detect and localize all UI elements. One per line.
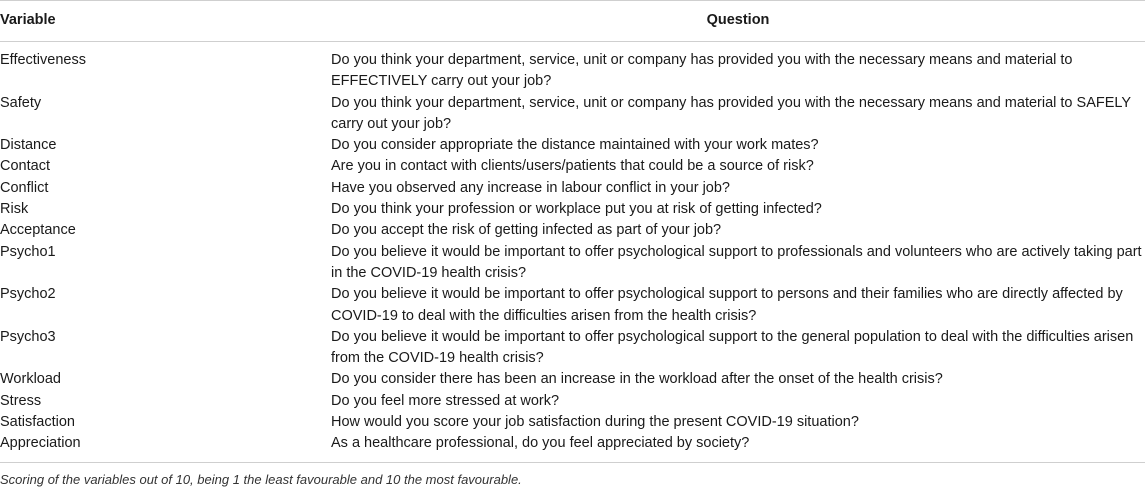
table-footnote: Scoring of the variables out of 10, being 1 the least favourable and 10 the most favourable. [0, 471, 522, 487]
question-cell: Do you think your profession or workplace put you at risk of getting infected? [331, 201, 822, 218]
variable-cell: Distance [0, 137, 57, 154]
question-cell: Do you believe it would be important to offer psychological support to professionals and volunteers who are actively taking part in the COVID-19 health crisis? [331, 243, 1142, 281]
variable-cell: Risk [0, 201, 29, 218]
column-header-question: Question [331, 1, 1145, 42]
variable-cell: Psycho3 [0, 328, 56, 345]
question-cell: Do you consider there has been an increase in the workload after the onset of the health crisis? [331, 371, 943, 388]
question-cell: Do you feel more stressed at work? [331, 392, 560, 409]
table-row [0, 412, 1145, 433]
table-row [0, 433, 1145, 461]
variable-cell: Acceptance [0, 222, 76, 239]
table-row [0, 242, 1145, 285]
question-cell: How would you score your job satisfaction during the present COVID-19 situation? [331, 414, 859, 431]
table-row [0, 284, 1145, 327]
column-header-variable: Variable [0, 1, 331, 42]
table-row [0, 93, 1145, 136]
variable-cell: Effectiveness [0, 52, 86, 68]
variable-cell: Stress [0, 392, 42, 409]
variable-cell: Safety [0, 94, 42, 111]
table-row [0, 199, 1145, 220]
table-row [0, 42, 1145, 93]
variable-cell: Workload [0, 371, 61, 388]
table-row [0, 178, 1145, 199]
question-cell: As a healthcare professional, do you feel appreciated by society? [331, 435, 750, 452]
question-cell: Do you think your department, service, unit or company has provided you with the necessary means and material to EFFECTIVELY carry out your job? [331, 52, 1073, 90]
table-row [0, 327, 1145, 370]
question-cell: Have you observed any increase in labour conflict in your job? [331, 179, 730, 196]
table-row [0, 220, 1145, 241]
question-cell: Do you believe it would be important to offer psychological support to the general population to deal with the difficulties arisen from the COVID-19 health crisis? [331, 328, 1134, 367]
table-header-row [0, 1, 1145, 42]
table-row [0, 135, 1145, 156]
question-cell: Are you in contact with clients/users/patients that could be a source of risk? [331, 158, 814, 175]
table-row [0, 369, 1145, 390]
variable-cell: Psycho2 [0, 286, 56, 303]
variable-cell: Appreciation [0, 435, 81, 452]
question-cell: Do you accept the risk of getting infected as part of your job? [331, 222, 722, 239]
variable-cell: Contact [0, 158, 50, 175]
table-row [0, 156, 1145, 177]
question-cell: Do you believe it would be important to offer psychological support to persons and their families who are directly affected by COVID-19 to deal with the difficulties arisen from the health crisis? [331, 286, 1123, 324]
question-cell: Do you think your department, service, unit or company has provided you with the necessary means and material to SAFELY carry out your job? [331, 94, 1131, 132]
table-row [0, 391, 1145, 412]
question-cell: Do you consider appropriate the distance maintained with your work mates? [331, 137, 819, 154]
variable-cell: Psycho1 [0, 243, 56, 260]
variable-cell: Satisfaction [0, 414, 75, 431]
variable-cell: Conflict [0, 179, 49, 196]
